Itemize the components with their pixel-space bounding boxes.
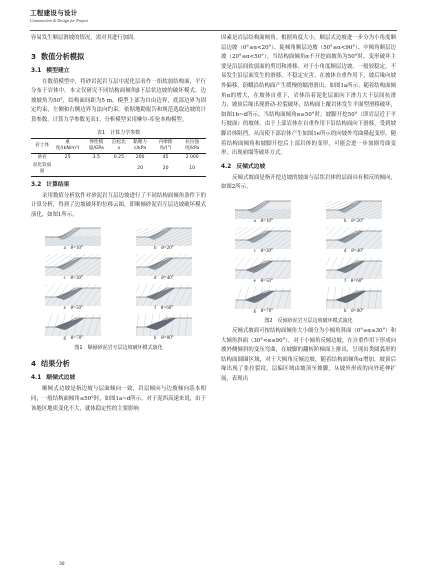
table-row xyxy=(31,162,206,177)
figure-panel xyxy=(122,224,207,252)
figure-panel xyxy=(122,254,207,282)
subfigure-angle-symbol: θ= xyxy=(161,246,167,252)
subfigure-angle: 40° xyxy=(166,276,174,282)
subfigure-angle: 60° xyxy=(166,306,174,312)
slope-contour-image xyxy=(326,257,382,279)
slope-contour-image xyxy=(45,314,101,336)
subsection-number: 4.2 xyxy=(221,163,232,170)
subfigure-angle-symbol: θ= xyxy=(260,248,267,254)
subfigure-angle-symbol: θ= xyxy=(260,308,267,314)
subfigure-letter: b xyxy=(343,218,347,224)
subfigure-angle-symbol: θ= xyxy=(160,306,167,312)
subfigure-angle-symbol: θ= xyxy=(70,306,77,312)
figure-2-grid xyxy=(221,197,396,315)
journal-title-cn: 工程建设与设计 xyxy=(30,9,78,17)
subfigure-angle-symbol: θ= xyxy=(350,278,357,284)
subfigure-angle: 20° xyxy=(166,246,174,252)
left-column xyxy=(31,34,206,414)
subfigure-letter: g xyxy=(63,336,66,342)
figure-caption: 图2 反倾砂泥岩互层边坡破坏模式演化 xyxy=(264,317,353,324)
table-caption: 表1 计算力学参数 xyxy=(96,129,141,136)
figure-panel xyxy=(31,314,116,342)
subfigure-angle-symbol: θ= xyxy=(351,308,357,314)
subsection-title: 计算结果 xyxy=(46,181,70,188)
right-column xyxy=(221,34,396,384)
slope-contour-image xyxy=(45,254,101,276)
slope-contour-image xyxy=(136,224,192,246)
subfigure-label xyxy=(344,309,364,315)
table-cell: 砂岩 xyxy=(37,154,47,160)
slope-contour-image xyxy=(235,287,291,309)
subfigure-letter: c xyxy=(63,276,66,282)
subfigure-letter: g xyxy=(253,308,256,314)
subfigure-letter: f xyxy=(344,278,346,284)
subfigure-label xyxy=(254,249,273,255)
subfigure-label xyxy=(344,219,364,225)
table-header-cell: 重度/(kN/m³) xyxy=(55,139,80,151)
subfigure-letter: h xyxy=(153,336,157,342)
subfigure-label xyxy=(344,279,363,285)
figure-panel xyxy=(312,257,397,285)
table-cell: 10 xyxy=(189,165,196,171)
subsection-number: 3.1 xyxy=(31,67,42,74)
slope-contour-image xyxy=(235,227,291,249)
subfigure-label xyxy=(154,276,174,282)
slope-contour-image xyxy=(326,197,382,219)
page-number: 30 xyxy=(59,561,65,567)
subfigure-letter: d xyxy=(343,248,347,254)
table-cell: 0.25 xyxy=(113,154,125,160)
subfigure-angle: 10° xyxy=(266,218,273,224)
subfigure-label xyxy=(344,249,364,255)
table-header-cell: 岩土体 xyxy=(35,142,49,148)
slope-contour-image xyxy=(45,284,101,306)
table-cell: 20 xyxy=(162,165,169,171)
figure-panel xyxy=(122,314,207,342)
subfigure-angle: 60° xyxy=(356,278,364,284)
slope-contour-image xyxy=(45,224,101,246)
subfigure-letter: c xyxy=(253,248,256,254)
figure-panel xyxy=(31,224,116,252)
table-cell xyxy=(82,162,111,177)
subfigure-label xyxy=(154,336,174,342)
figure-panel xyxy=(312,227,397,255)
table-cell: 20 xyxy=(137,165,143,171)
slope-contour-image xyxy=(235,257,291,279)
subfigure-angle-symbol: θ= xyxy=(70,246,77,252)
subfigure-label xyxy=(254,219,273,225)
table-cell: 2 000 xyxy=(185,154,199,160)
section-number: 4 xyxy=(31,359,37,369)
table-header-row xyxy=(31,138,206,153)
slope-contour-image xyxy=(136,314,192,336)
subsection-heading xyxy=(31,180,206,190)
figure-panel xyxy=(312,287,397,315)
table-header-cell: 泊松比ν xyxy=(112,139,126,151)
subfigure-label xyxy=(254,279,273,285)
subfigure-angle-symbol: θ= xyxy=(161,336,167,342)
paragraph: 反倾式坡面是指开挖边坡的坡面与层状岩体的层面具有相反的倾向，如图2所示。 xyxy=(221,174,396,191)
subfigure-label xyxy=(64,246,83,252)
figure-caption: 图1 顺倾砂泥岩互层边坡破坏模式演化 xyxy=(74,345,163,352)
slope-contour-image xyxy=(136,254,192,276)
subfigure-label xyxy=(63,336,83,342)
section-number: 3 xyxy=(31,51,37,61)
section-heading xyxy=(31,52,206,62)
figure-panel xyxy=(31,254,116,282)
paragraph: 在数值模型中，将砂岩泥岩互层中泥化层看作一组软弱结构面，平行分布于岩体中。本文仅研究不同结构面倾角β下层状边坡的破坏模式。边坡坡角为50°，结构面间距为5 m，模型上部为自由边界，底部边界为固定约束，左侧和右侧边界为法向约束。依据地勘报告和规范选取边坡的计算参数，计算力学参数见表1，分析模型采用摩尔-库伦本构模型。 xyxy=(31,78,206,123)
subsection-title: 顺倾式边坡 xyxy=(46,375,76,382)
section-heading xyxy=(31,359,206,369)
subfigure-letter: e xyxy=(253,278,256,284)
section-title: 数值分析模拟 xyxy=(41,51,85,61)
paragraph: 顺倾式边坡是指边坡与层面倾向一致，岩层倾向与边坡倾向基本相同，一般结构面倾角≤50°时，如图1a~d所示。对于泥西高速来说，由于该地区地质变化不大，就体稳定性的主要影响 xyxy=(31,386,206,412)
subsection-heading xyxy=(31,373,206,383)
table-header-cell: 黏聚力c/kPa xyxy=(133,139,147,151)
subfigure-label xyxy=(64,306,83,312)
journal-title-en: Construction & Design for Project xyxy=(30,18,89,23)
table-header-cell: 抗拉强度/kPa xyxy=(185,139,200,151)
subsection-number: 4.1 xyxy=(31,375,42,382)
table-cell: 3.5 xyxy=(92,154,100,160)
table-row xyxy=(31,153,206,162)
subfigure-letter: b xyxy=(153,246,157,252)
subfigure-letter: a xyxy=(63,246,66,252)
journal-header xyxy=(30,8,190,23)
paragraph: 采用数值分析软件对砂泥岩互层边坡进行了不同结构面倾角条件下的计算分析，得到了边坡破坏的位移云图，即顺倾砂泥岩互层边坡破坏模式演化，如图1所示。 xyxy=(31,192,206,218)
subfigure-angle: 70° xyxy=(76,336,84,342)
subfigure-angle: 30° xyxy=(76,276,83,282)
paragraph: 反倾式坡面可按结构面倾角大小细分为小倾角斜面（0°≤α≤30°）和大倾角斜面（30°<α≤90°）。对于小倾角反倾边坡，在自重作用下形成向坡外侧倾斜的变压弯曲，在坡脚的翻转阶梯面上排出，呈现出类圆弧形的结构面圆圈区域，对于大倾角反倾边坡，随着结构面倾角α增加，坡顶后缘出现了张拉裂纹，层偏区域由坡顶至坡脚，从坡外形成的向外延伸扩展，表现出 xyxy=(221,327,396,382)
subfigure-angle: 50° xyxy=(266,278,273,284)
slope-contour-image xyxy=(326,227,382,249)
figure-panel xyxy=(221,257,306,285)
subfigure-letter: f xyxy=(154,306,156,312)
table-cell: 25 xyxy=(64,154,71,160)
subfigure-angle-symbol: θ= xyxy=(161,276,167,282)
subsection-title: 模型建立 xyxy=(46,67,70,74)
slope-contour-image xyxy=(235,197,291,219)
subsection-heading xyxy=(31,66,206,76)
paragraph: 因素是岩层结构面倾角。根据角度大小，顺层式边坡进一步分为小角度顺层边坡（0°≤α<20°）、陡倾角顺层边坡（50°≤α<90°）、中倾角顺层边坡（20°≤α<50°）。当结构面倾角α不开挖面坡角为50°时，变形破坏主要是沿层间软弱面的剪切和滑移。对于小角度顺层边坡，一般较稳定，不易发生沿层面发生的滑移，不稳定灾害。在坡体自重作用下，坡后缘向坡外偏移，蔚蛾沿结构面产生缓慢的蠕滑滑出，如图1a所示。随着结构面倾角α的增大，在坡体自重下，岩体沿着泥化层面向下滑力大于层间抗滑力，坡顶后缘出现滑动-拉裂破坏，结构面上覆岩体发生平面型滑移破坏，如图1b~d所示。当结构面倾角α≥50°时，坡脚开挖50°（即岩层近于平行坡面）的坡体，由于上部岩体在自重作用下沿结构面向下滑移，受到坡脚岩体阻挡，从而使下部岩体产生如图1e所示的向坡外弯曲隆起变形，随着结构面倾角和坡脚开挖后上部岩体的变形，可能会进一步加剧弯曲变形，出现崩塌等破坏方式。 xyxy=(221,35,396,157)
subfigure-angle-symbol: θ= xyxy=(70,336,77,342)
subfigure-angle: 80° xyxy=(356,308,364,314)
slope-contour-image xyxy=(136,284,192,306)
subfigure-letter: e xyxy=(63,306,66,312)
subsection-heading xyxy=(221,162,396,172)
figure-panel xyxy=(31,284,116,312)
table-cell xyxy=(111,162,128,177)
subfigure-angle: 80° xyxy=(166,336,174,342)
table-header-cell: 内摩擦角/(°) xyxy=(158,139,173,151)
header-rule xyxy=(30,30,397,31)
table-cell: 泥化软弱面 xyxy=(32,162,52,174)
figure-1-grid xyxy=(31,224,206,342)
subfigure-label xyxy=(64,276,83,282)
subfigure-angle-symbol: θ= xyxy=(260,278,267,284)
subfigure-angle: 30° xyxy=(266,248,273,254)
subfigure-label xyxy=(154,306,173,312)
table-cell: 45 xyxy=(162,154,169,160)
subfigure-angle-symbol: θ= xyxy=(351,248,357,254)
table-header-cell: 弹性模量/GPa xyxy=(88,139,104,151)
figure-panel xyxy=(221,227,306,255)
subfigure-angle-symbol: θ= xyxy=(70,276,77,282)
subfigure-angle: 20° xyxy=(356,218,364,224)
subfigure-letter: a xyxy=(253,218,256,224)
subfigure-letter: d xyxy=(153,276,157,282)
subfigure-angle: 70° xyxy=(266,308,274,314)
subfigure-angle-symbol: θ= xyxy=(260,218,267,224)
subfigure-letter: h xyxy=(343,308,347,314)
subfigure-label xyxy=(154,246,174,252)
subsection-title: 反倾式边坡 xyxy=(236,163,266,170)
subfigure-angle-symbol: θ= xyxy=(351,218,357,224)
subfigure-label xyxy=(253,309,273,315)
table-cell: 200 xyxy=(135,154,145,160)
subfigure-angle: 10° xyxy=(76,246,83,252)
section-title: 结果分析 xyxy=(41,359,70,369)
figure-panel xyxy=(122,284,207,312)
paragraph: 容易发生顺层滑坡的情况，需对其进行加固。 xyxy=(31,35,139,41)
figure-panel xyxy=(312,197,397,225)
subfigure-angle: 40° xyxy=(356,248,364,254)
parameter-table xyxy=(31,138,206,177)
slope-contour-image xyxy=(326,287,382,309)
figure-panel xyxy=(221,287,306,315)
table-cell xyxy=(53,162,82,177)
subfigure-angle: 50° xyxy=(76,306,83,312)
subsection-number: 3.2 xyxy=(31,181,42,188)
figure-panel xyxy=(221,197,306,225)
